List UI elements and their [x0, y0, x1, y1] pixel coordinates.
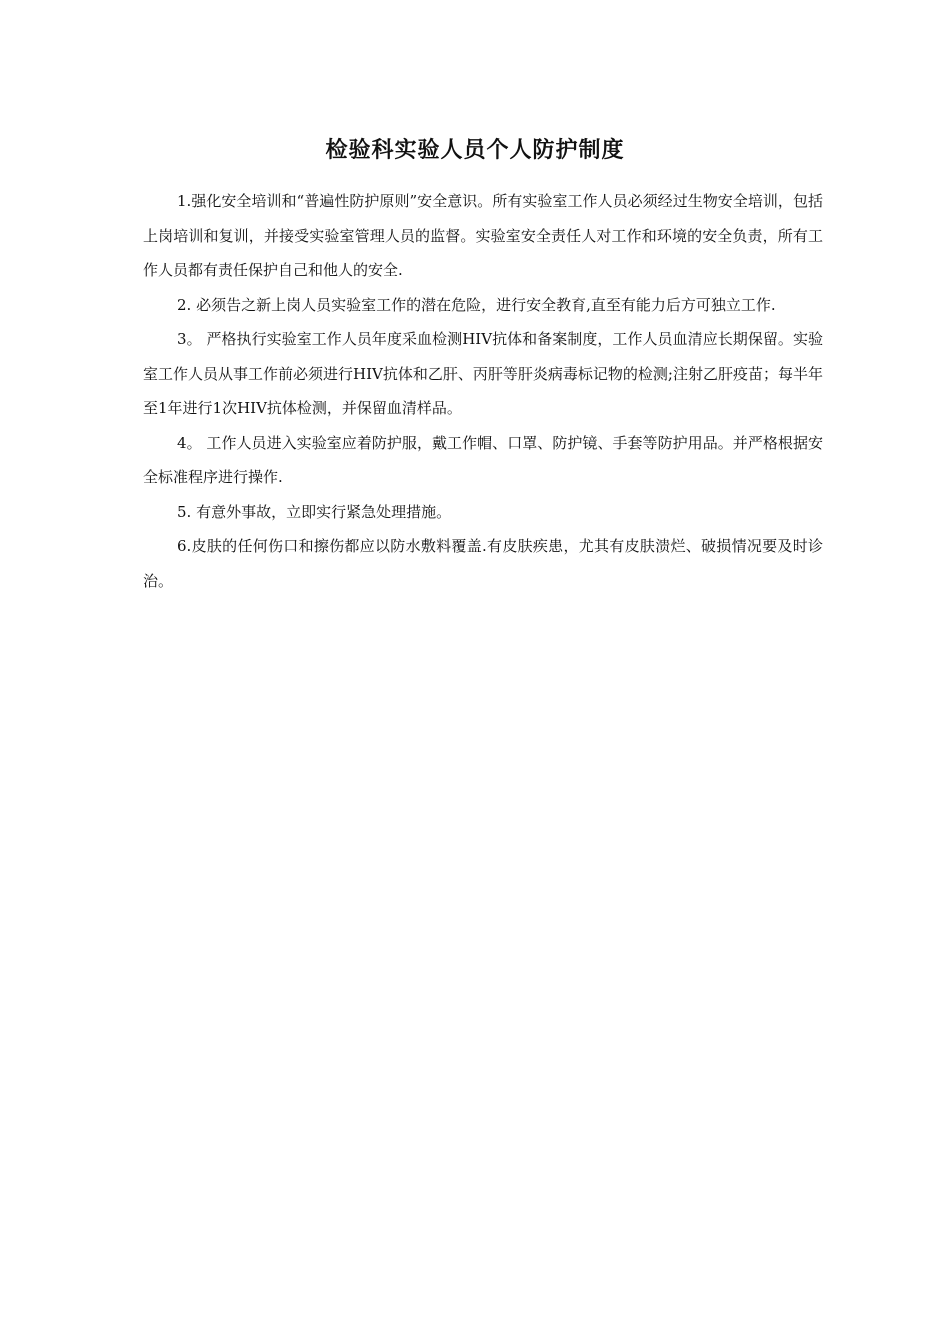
paragraph-3: 3。 严格执行实验室工作人员年度采血检测HIV抗体和备案制度，工作人员血清应长期保留。实验室工作人员从事工作前必须进行HIV抗体和乙肝、丙肝等肝炎病毒标记物的检测;注射乙肝疫苗；每半年至1年进行1次HIV抗体检测，并保留血清样品。 [143, 330, 823, 417]
paragraph-1: 1.强化安全培训和“普遍性防护原则”安全意识。所有实验室工作人员必须经过生物安全培训，包括上岗培训和复训，并接受实验室管理人员的监督。实验室安全责任人对工作和环境的安全负责，所有工作人员都有责任保护自己和他人的安全. [143, 192, 823, 279]
paragraph-5: 5. 有意外事故，立即实行紧急处理措施。 [177, 502, 452, 521]
document-body [143, 184, 823, 598]
paragraph-2: 2. 必须告之新上岗人员实验室工作的潜在危险，进行安全教育,直至有能力后方可独立工作. [177, 295, 776, 314]
paragraph-4: 4。 工作人员进入实验室应着防护服，戴工作帽、口罩、防护镜、手套等防护用品。并严格根据安全标准程序进行操作. [143, 433, 823, 486]
paragraph-6: 6.皮肤的任何伤口和擦伤都应以防水敷料覆盖.有皮肤疾患，尤其有皮肤溃烂、破损情况要及时诊治。 [143, 537, 823, 590]
document-title: 检验科实验人员个人防护制度 [325, 137, 625, 163]
